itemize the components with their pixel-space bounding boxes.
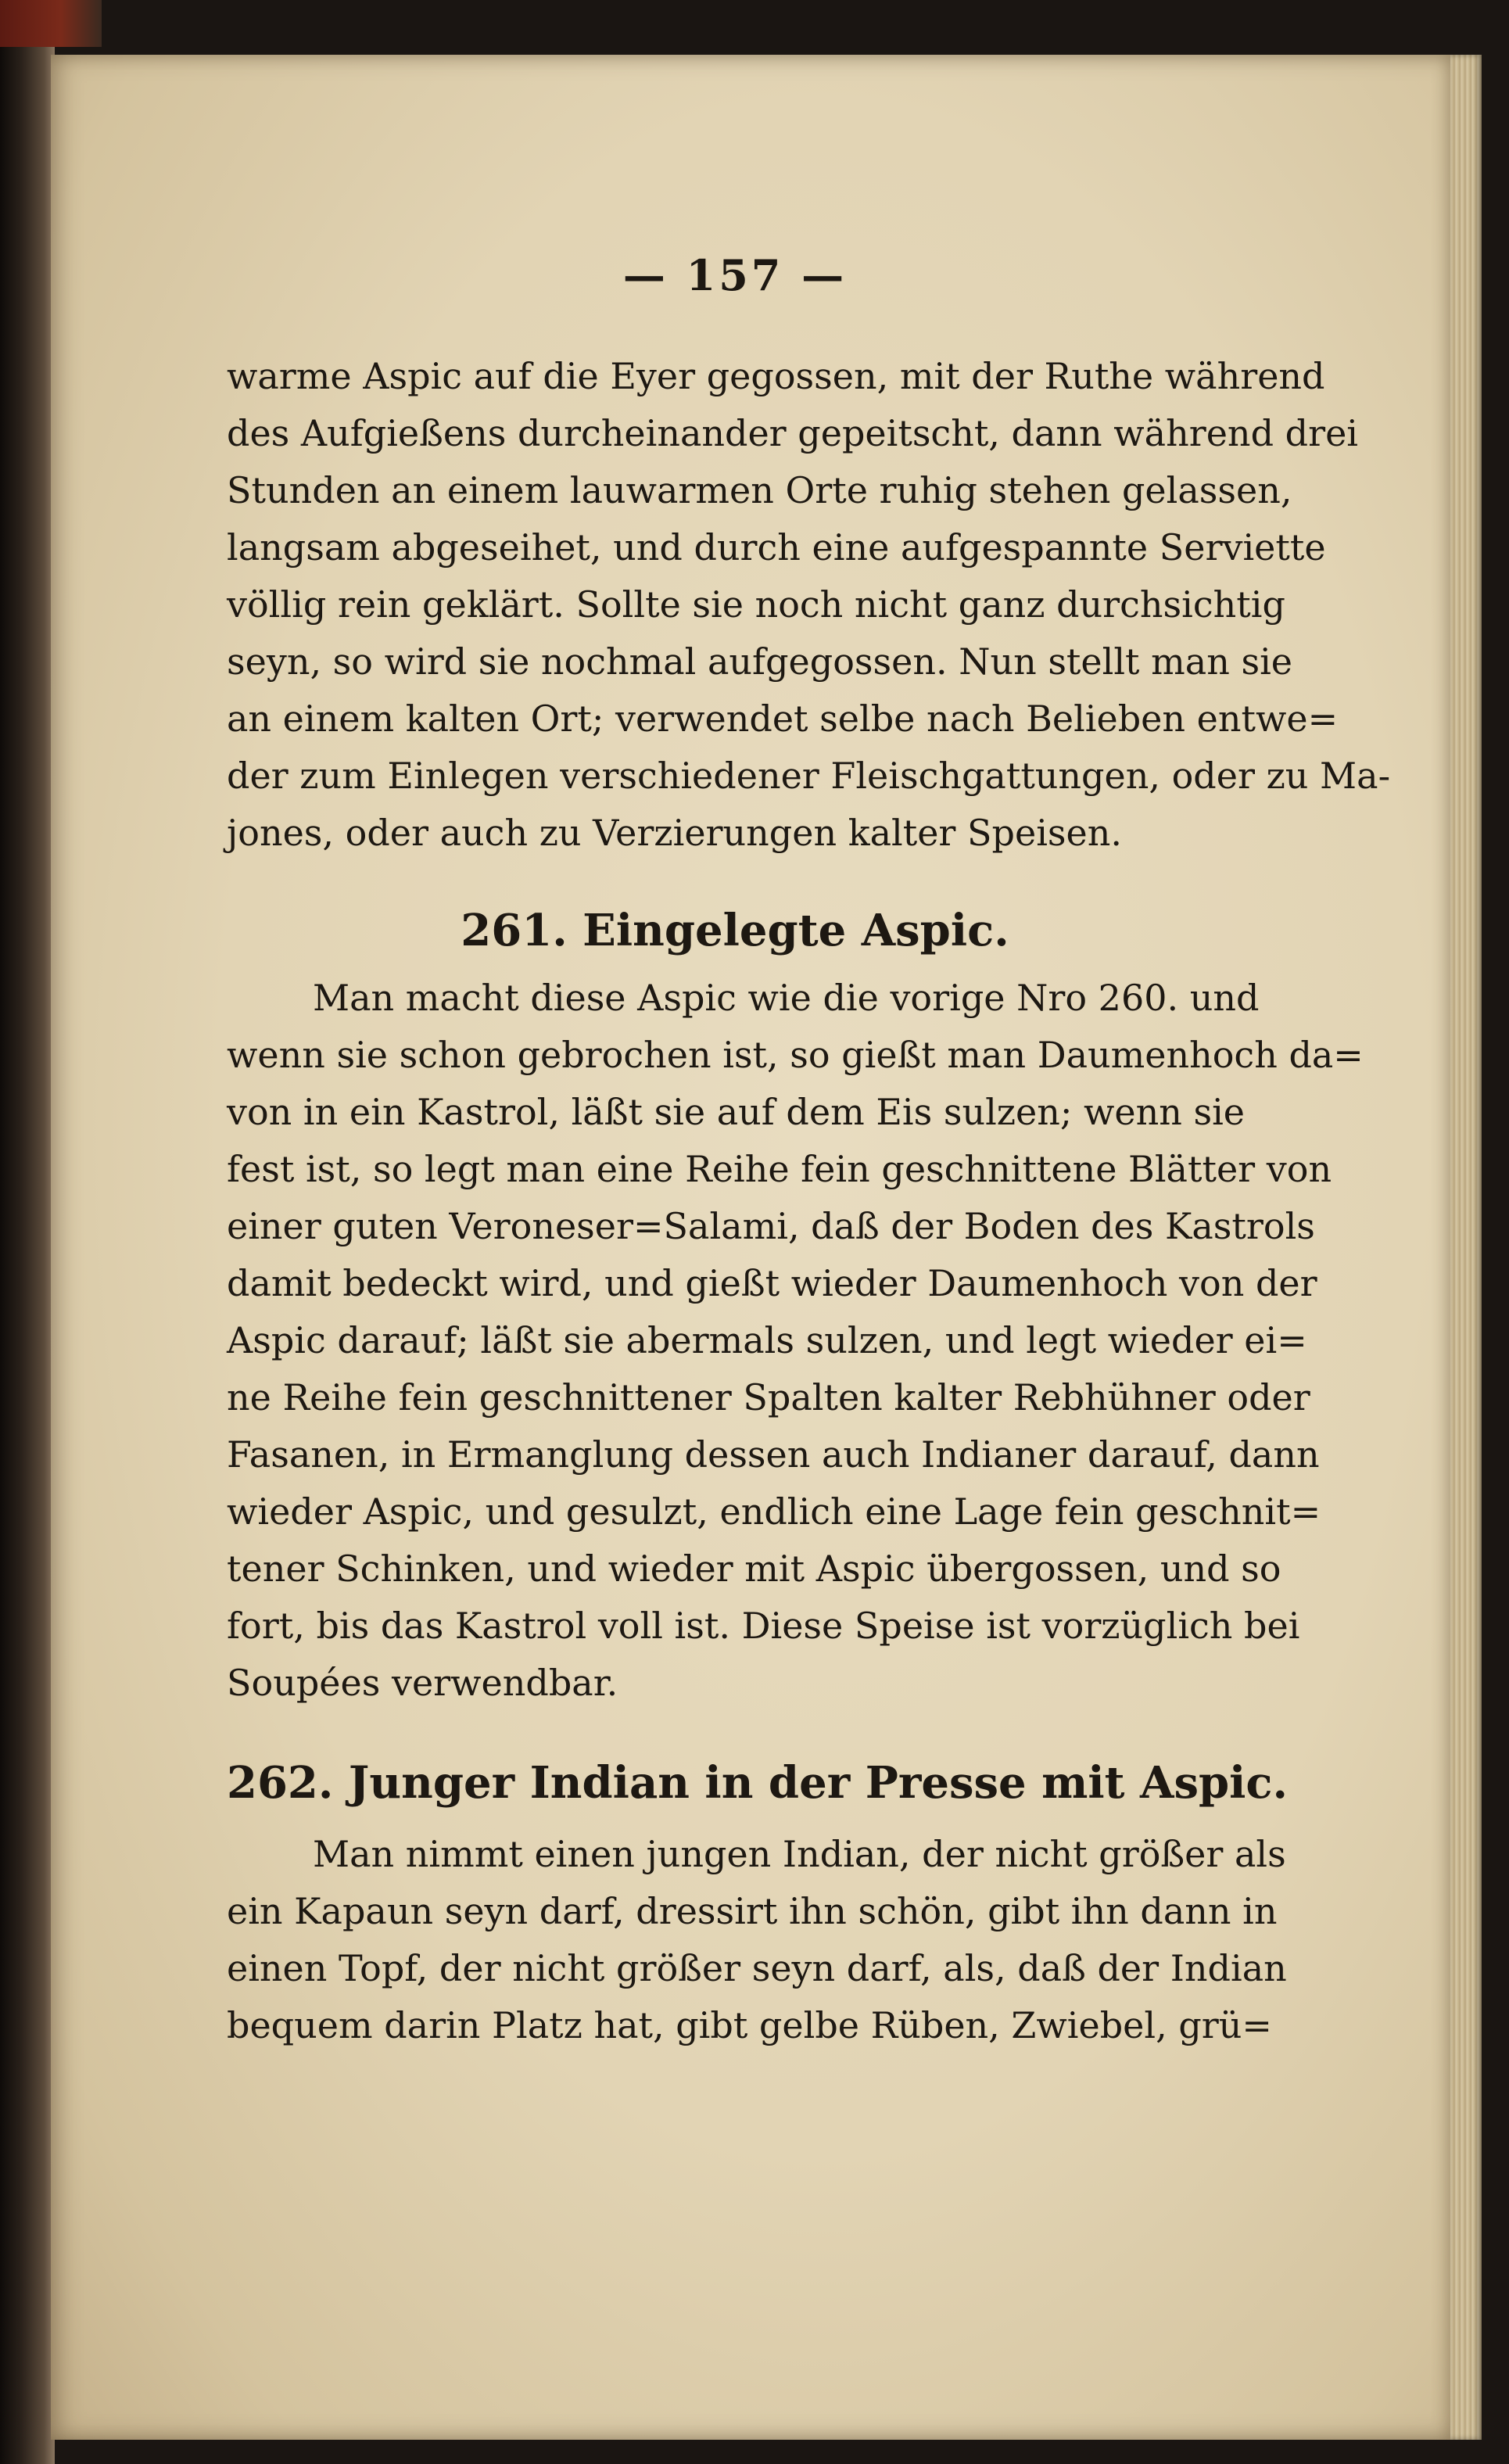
text-line: einer guten Veroneser=Salami, daß der Boden des Kastrols: [227, 1205, 1315, 1247]
recipe-body-262: [227, 1826, 1287, 2054]
text-line: tener Schinken, und wieder mit Aspic übergossen, und so: [227, 1548, 1281, 1590]
text-line: seyn, so wird sie nochmal aufgegossen. Nun stellt man sie: [227, 640, 1292, 683]
text-line: fort, bis das Kastrol voll ist. Diese Speise ist vorzüglich bei: [227, 1605, 1300, 1647]
recipe-heading-261: [227, 899, 1243, 962]
page-number: — 157 —: [622, 250, 848, 300]
text-line: wieder Aspic, und gesulzt, endlich eine Lage fein geschnit=: [227, 1490, 1321, 1533]
text-line: einen Topf, der nicht größer seyn darf, als, daß der Indian: [227, 1947, 1287, 1989]
text-line: langsam abgeseihet, und durch eine aufgespannte Serviette: [227, 526, 1326, 568]
text-line: Soupées verwendbar.: [227, 1662, 618, 1704]
text-line: Man macht diese Aspic wie die vorige Nro 260. und: [313, 977, 1260, 1019]
text-line: des Aufgießens durcheinander gepeitscht, dann während drei: [227, 412, 1359, 454]
section-heading: 262. Junger Indian in der Presse mit Aspic.: [227, 1757, 1289, 1809]
text-line: Fasanen, in Ermanglung dessen auch Indianer darauf, dann: [227, 1433, 1320, 1476]
text-line: damit bedeckt wird, und gießt wieder Daumenhoch von der: [227, 1262, 1317, 1304]
section-heading: 261. Eingelegte Aspic.: [461, 905, 1009, 956]
recipe-body-261: [227, 970, 1364, 1712]
text-line: an einem kalten Ort; verwendet selbe nach Belieben entwe=: [227, 698, 1339, 740]
text-line: bequem darin Platz hat, gibt gelbe Rüben, Zwiebel, grü=: [227, 2004, 1272, 2046]
text-line: wenn sie schon gebrochen ist, so gießt man Daumenhoch da=: [227, 1034, 1364, 1076]
recipe-heading-262: [227, 1752, 1289, 1814]
text-line: jones, oder auch zu Verzierungen kalter Speisen.: [227, 812, 1123, 854]
paragraph-continuation: [227, 348, 1391, 862]
text-line: Aspic darauf; läßt sie abermals sulzen, und legt wieder ei=: [227, 1319, 1307, 1361]
text-line: Man nimmt einen jungen Indian, der nicht größer als: [313, 1833, 1286, 1875]
binding-corner: [0, 0, 102, 47]
page-edges: [1450, 55, 1482, 2440]
text-line: der zum Einlegen verschiedener Fleischgattungen, oder zu Ma-: [227, 755, 1391, 797]
book-spine: [0, 0, 55, 2464]
text-line: fest ist, so legt man eine Reihe fein geschnittene Blätter von: [227, 1148, 1332, 1190]
text-line: ein Kapaun seyn darf, dressirt ihn schön, gibt ihn dann in: [227, 1890, 1278, 1932]
text-line: ne Reihe fein geschnittener Spalten kalter Rebhühner oder: [227, 1376, 1310, 1419]
text-line: Stunden an einem lauwarmen Orte ruhig stehen gelassen,: [227, 469, 1292, 511]
text-line: von in ein Kastrol, läßt sie auf dem Eis sulzen; wenn sie: [227, 1091, 1246, 1133]
text-line: völlig rein geklärt. Sollte sie noch nicht ganz durchsichtig: [227, 583, 1285, 626]
text-line: warme Aspic auf die Eyer gegossen, mit der Ruthe während: [227, 355, 1325, 397]
